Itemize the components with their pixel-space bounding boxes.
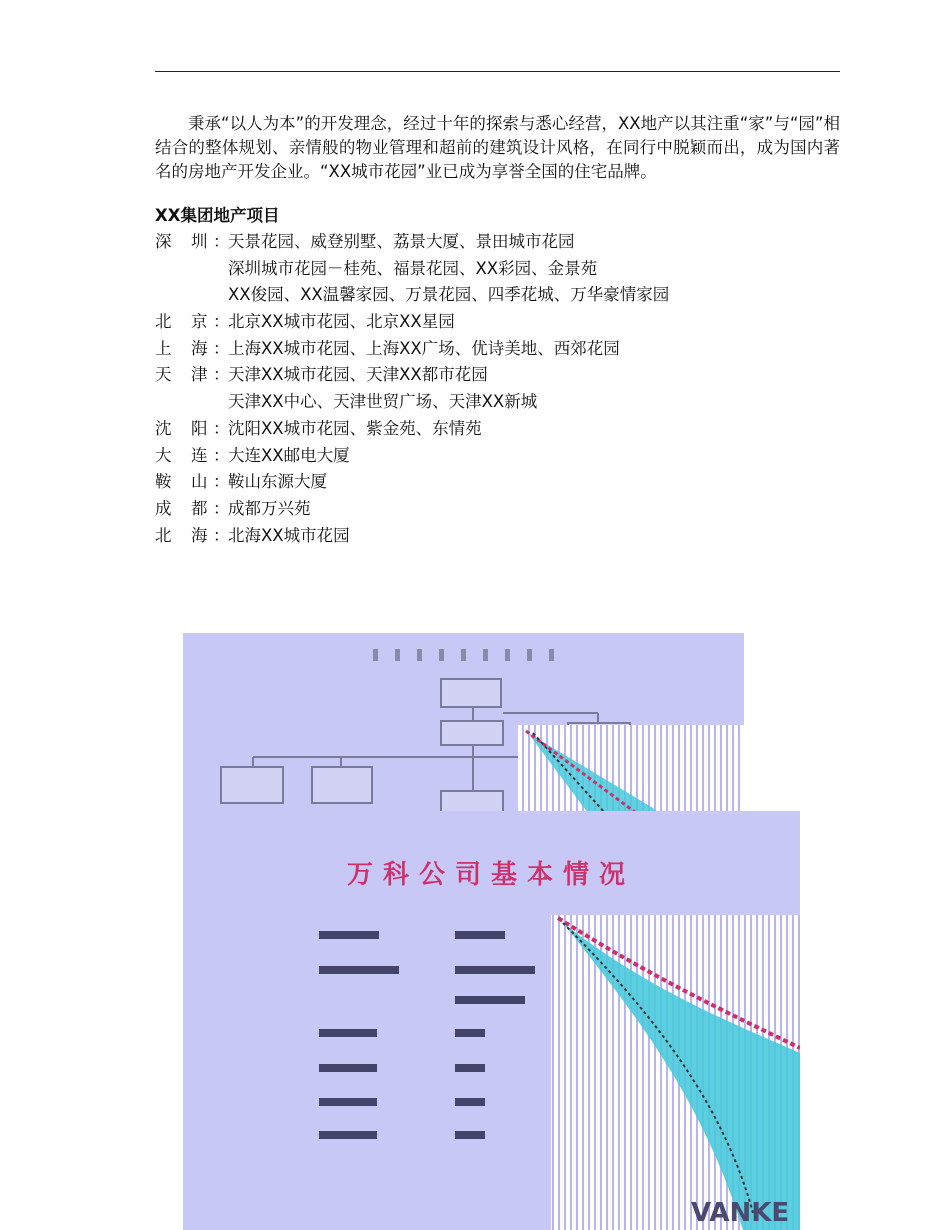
project-row <box>155 523 855 550</box>
city-label <box>155 523 228 550</box>
city-colon: ： <box>213 472 230 492</box>
city-char: 成 <box>155 498 172 518</box>
city-char <box>155 389 191 416</box>
city-char: 连 <box>191 445 208 465</box>
city-char: 京 <box>191 312 208 332</box>
city-label <box>155 256 228 283</box>
city-char: 大 <box>155 445 172 465</box>
city-label <box>155 443 228 470</box>
city-colon: ： <box>213 445 230 465</box>
project-row <box>155 469 855 496</box>
project-names: 上海XX城市花园、上海XX广场、优诗美地、西郊花园 <box>228 338 620 358</box>
city-char <box>191 282 213 309</box>
company-info-slide <box>183 811 800 1230</box>
intro-paragraph: 秉承“以人为本”的开发理念，经过十年的探索与悉心经营，XX地产以其注重“家”与“园”相结合的整体规划、亲情般的物业管理和超前的建筑设计风格，在同行中脱颖而出，成为国内著名的房地产开发企业。“XX城市花园”业已成为享誉全国的住宅品牌。 <box>155 114 840 181</box>
city-label <box>155 336 228 363</box>
project-row <box>155 256 855 283</box>
project-names: 鞍山东源大厦 <box>228 472 327 492</box>
city-label <box>155 416 228 443</box>
projects-heading: XX集团地产项目 <box>155 206 280 225</box>
city-char: 圳 <box>191 232 208 251</box>
city-label <box>155 469 228 496</box>
project-row <box>155 416 855 443</box>
org-box <box>441 679 501 707</box>
city-label <box>155 362 228 389</box>
city-char: 沈 <box>155 418 172 438</box>
city-colon: ： <box>213 312 230 332</box>
project-row <box>155 336 855 363</box>
project-names: 大连XX邮电大厦 <box>228 445 350 465</box>
city-char: 天 <box>155 365 172 385</box>
city-colon: ： <box>213 365 230 385</box>
city-colon <box>213 282 228 309</box>
city-label <box>155 389 228 416</box>
city-colon: ： <box>213 232 230 251</box>
project-names: 天景花园、威登别墅、荔景大厦、景田城市花园 <box>228 232 575 251</box>
project-row <box>155 362 855 389</box>
city-char: 深 <box>155 232 172 251</box>
project-row <box>155 389 855 416</box>
project-names: 沈阳XX城市花园、紫金苑、东情苑 <box>228 418 482 438</box>
vanke-logo: VANKE <box>691 1198 790 1228</box>
slide2-corner-graphic <box>551 915 800 1230</box>
city-char <box>191 389 213 416</box>
city-colon <box>213 256 228 283</box>
project-row <box>155 443 855 470</box>
header-rule <box>155 71 840 72</box>
project-names: 成都万兴苑 <box>228 498 311 518</box>
city-char: 海 <box>191 338 208 358</box>
project-names: 北京XX城市花园、北京XX星园 <box>228 312 455 332</box>
project-row <box>155 229 855 256</box>
city-char <box>191 256 213 283</box>
city-colon: ： <box>213 418 230 438</box>
city-char: 山 <box>191 472 208 492</box>
city-char <box>155 282 191 309</box>
city-colon: ： <box>213 525 230 545</box>
org-box <box>221 767 283 803</box>
slides-figure <box>183 633 800 1230</box>
city-label <box>155 229 228 256</box>
city-colon: ： <box>213 338 230 358</box>
city-char: 都 <box>191 498 208 518</box>
org-chart-slide <box>183 633 744 833</box>
city-char: 海 <box>191 525 208 545</box>
project-row <box>155 496 855 523</box>
city-char: 阳 <box>191 418 208 438</box>
project-row <box>155 282 855 309</box>
city-colon <box>213 389 228 416</box>
project-names: XX俊园、XX温馨家园、万景花园、四季花城、万华豪情家园 <box>228 285 670 305</box>
project-row <box>155 309 855 336</box>
city-char: 鞍 <box>155 472 172 492</box>
slide-title: 万科公司基本情况 <box>346 860 636 890</box>
org-box <box>312 767 372 803</box>
city-char: 北 <box>155 525 172 545</box>
city-label <box>155 282 228 309</box>
city-char: 上 <box>155 338 172 358</box>
city-colon: ： <box>213 498 230 518</box>
city-char: 津 <box>191 365 208 385</box>
project-names: 深圳城市花园－桂苑、福景花园、XX彩园、金景苑 <box>228 258 598 278</box>
project-names: 北海XX城市花园 <box>228 525 350 545</box>
city-label <box>155 496 228 523</box>
city-char: 北 <box>155 312 172 332</box>
project-names: 天津XX城市花园、天津XX都市花园 <box>228 365 488 385</box>
org-box <box>441 721 503 745</box>
project-list <box>155 229 855 549</box>
project-names: 天津XX中心、天津世贸广场、天津XX新城 <box>228 392 538 412</box>
city-char <box>155 256 191 283</box>
city-label <box>155 309 228 336</box>
